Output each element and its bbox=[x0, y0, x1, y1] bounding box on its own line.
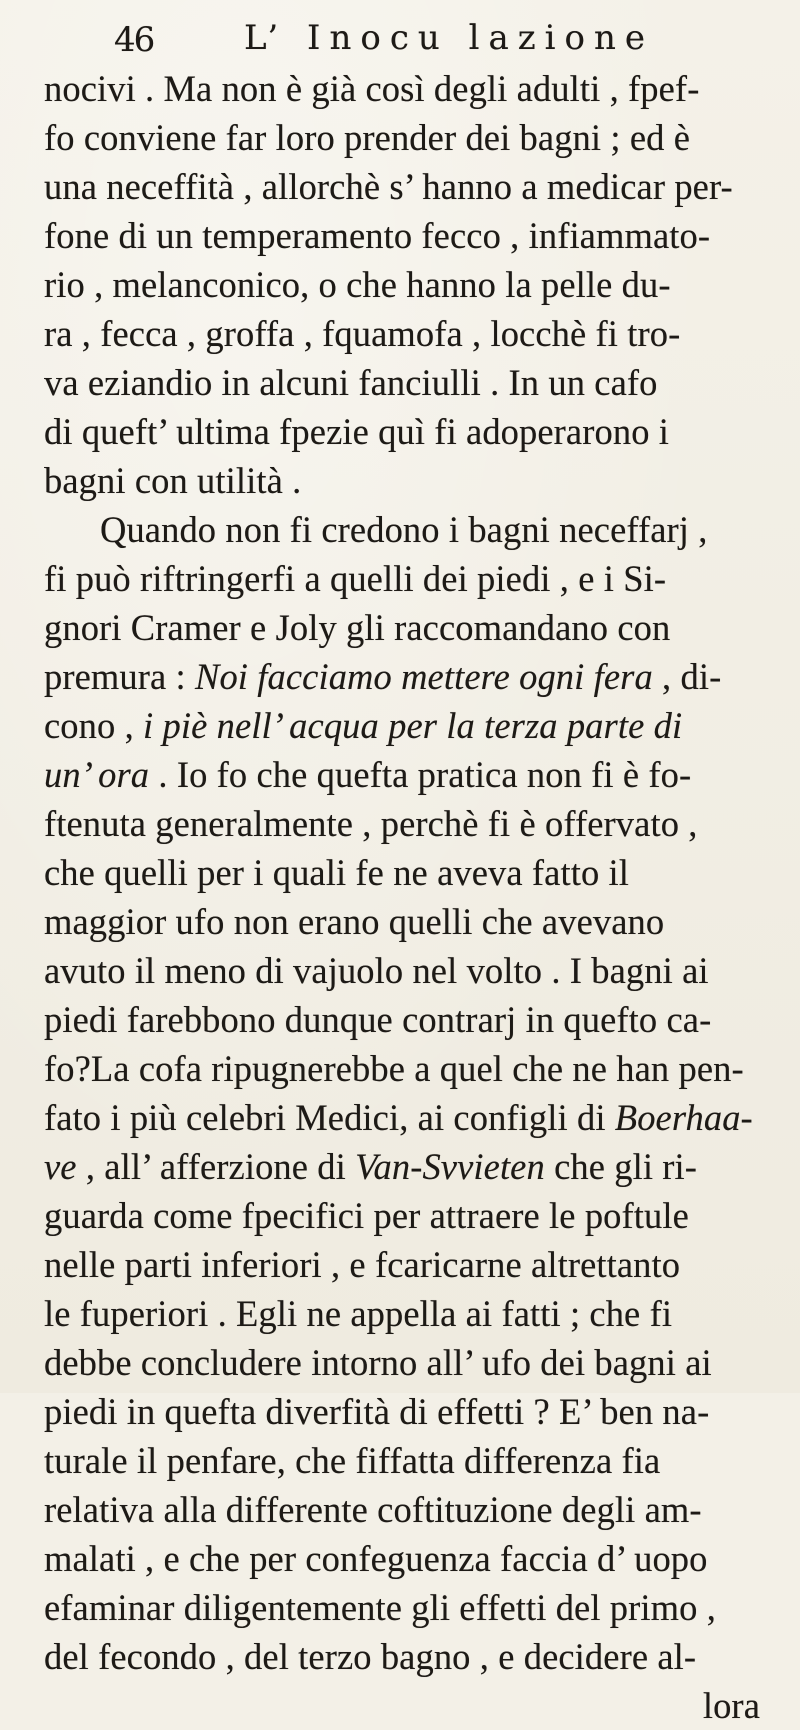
text-segment: gnori Cramer e Joly gli raccomandano con bbox=[44, 607, 671, 648]
text-segment: ra , fecca , groffa , fquamofa , locchè fi tro- bbox=[44, 313, 681, 354]
italic-text: Boerhaa- bbox=[614, 1097, 753, 1138]
text-segment: le fuperiori . Egli ne appella ai fatti ; che fi bbox=[44, 1293, 673, 1334]
text-line bbox=[44, 1534, 770, 1583]
text-segment: , all’ afferzione di bbox=[76, 1146, 356, 1187]
text-line bbox=[44, 1240, 770, 1289]
text-segment: del fecondo , del terzo bagno , e decidere al- bbox=[44, 1636, 697, 1677]
text-segment: che quelli per i quali fe ne aveva fatto il bbox=[44, 852, 630, 893]
text-segment: turale il penfare, che fiffatta differenza fia bbox=[44, 1440, 661, 1481]
text-line bbox=[44, 652, 770, 701]
text-line bbox=[44, 211, 770, 260]
page-number: 46 bbox=[114, 20, 154, 60]
text-line bbox=[44, 309, 770, 358]
text-segment: va eziandio in alcuni fanciulli . In un cafo bbox=[44, 362, 658, 403]
text-segment: maggior ufo non erano quelli che avevano bbox=[44, 901, 665, 942]
text-segment: efaminar diligentemente gli effetti del primo , bbox=[44, 1587, 716, 1628]
text-segment: premura : bbox=[44, 656, 195, 697]
text-line bbox=[44, 1436, 770, 1485]
text-line bbox=[44, 799, 770, 848]
text-segment: nelle parti inferiori , e fcaricarne altrettanto bbox=[44, 1244, 681, 1285]
text-line bbox=[44, 995, 770, 1044]
text-line bbox=[44, 1632, 770, 1681]
text-line bbox=[44, 1191, 770, 1240]
text-segment: piedi in quefta diverfità di effetti ? E’ ben na- bbox=[44, 1391, 710, 1432]
text-segment: una neceffità , allorchè s’ hanno a medicar per- bbox=[44, 166, 733, 207]
text-line bbox=[44, 64, 770, 113]
text-segment: relativa alla differente coftituzione degli am- bbox=[44, 1489, 702, 1530]
text-segment: fi può riftringerfi a quelli dei piedi , e i Si- bbox=[44, 558, 667, 599]
body-text bbox=[44, 64, 770, 1730]
text-line bbox=[44, 1289, 770, 1338]
text-line bbox=[44, 1338, 770, 1387]
text-line bbox=[44, 1142, 770, 1191]
text-segment: guarda come fpecifici per attraere le poftule bbox=[44, 1195, 689, 1236]
text-segment: fone di un temperamento fecco , infiammato- bbox=[44, 215, 711, 256]
text-segment: fo?La cofa ripugnerebbe a quel che ne han pen- bbox=[44, 1048, 744, 1089]
text-line bbox=[44, 456, 770, 505]
text-line bbox=[44, 554, 770, 603]
text-segment: avuto il meno di vajuolo nel volto . I bagni ai bbox=[44, 950, 709, 991]
text-segment: cono , bbox=[44, 705, 144, 746]
catchword bbox=[44, 1681, 770, 1730]
text-line bbox=[44, 1485, 770, 1534]
text-segment: malati , e che per confeguenza faccia d’ uopo bbox=[44, 1538, 708, 1579]
text-segment: ftenuta generalmente , perchè fi è offervato , bbox=[44, 803, 698, 844]
page-header bbox=[114, 18, 674, 66]
text-line bbox=[44, 848, 770, 897]
italic-text: Van-Svvieten bbox=[355, 1146, 545, 1187]
text-segment: . Io fo che quefta pratica non fi è fo- bbox=[149, 754, 692, 795]
text-line bbox=[44, 603, 770, 652]
text-segment: piedi farebbono dunque contrarj in quefto ca- bbox=[44, 999, 712, 1040]
text-segment: bagni con utilità . bbox=[44, 460, 302, 501]
text-segment: fato i più celebri Medici, ai configli di bbox=[44, 1097, 615, 1138]
italic-text: un’ ora bbox=[44, 754, 150, 795]
text-line bbox=[44, 505, 770, 554]
italic-text: i piè nell’ acqua per la terza parte di bbox=[143, 705, 683, 746]
text-segment: , di- bbox=[652, 656, 722, 697]
text-line bbox=[44, 750, 770, 799]
text-segment: Quando non fi credono i bagni neceffarj , bbox=[100, 509, 708, 550]
text-line bbox=[44, 260, 770, 309]
text-line bbox=[44, 897, 770, 946]
text-segment: che gli ri- bbox=[544, 1146, 698, 1187]
text-segment: rio , melanconico, o che hanno la pelle du- bbox=[44, 264, 671, 305]
text-line bbox=[44, 162, 770, 211]
italic-text: Noi facciamo mettere ogni fera bbox=[195, 656, 653, 697]
text-line bbox=[44, 358, 770, 407]
text-line bbox=[44, 946, 770, 995]
text-line bbox=[44, 701, 770, 750]
text-line bbox=[44, 1093, 770, 1142]
text-segment: fo conviene far loro prender dei bagni ; ed è bbox=[44, 117, 691, 158]
text-segment: debbe concludere intorno all’ ufo dei bagni ai bbox=[44, 1342, 712, 1383]
text-segment: di queft’ ultima fpezie quì fi adoperarono i bbox=[44, 411, 670, 452]
text-line bbox=[44, 1044, 770, 1093]
italic-text: ve bbox=[44, 1146, 77, 1187]
text-line bbox=[44, 1583, 770, 1632]
text-segment: lora bbox=[702, 1685, 760, 1726]
text-line bbox=[44, 1387, 770, 1436]
running-head: L’ Inocu lazione bbox=[244, 18, 655, 58]
text-line bbox=[44, 113, 770, 162]
text-line bbox=[44, 407, 770, 456]
text-segment: nocivi . Ma non è già così degli adulti , fpef- bbox=[44, 68, 700, 109]
